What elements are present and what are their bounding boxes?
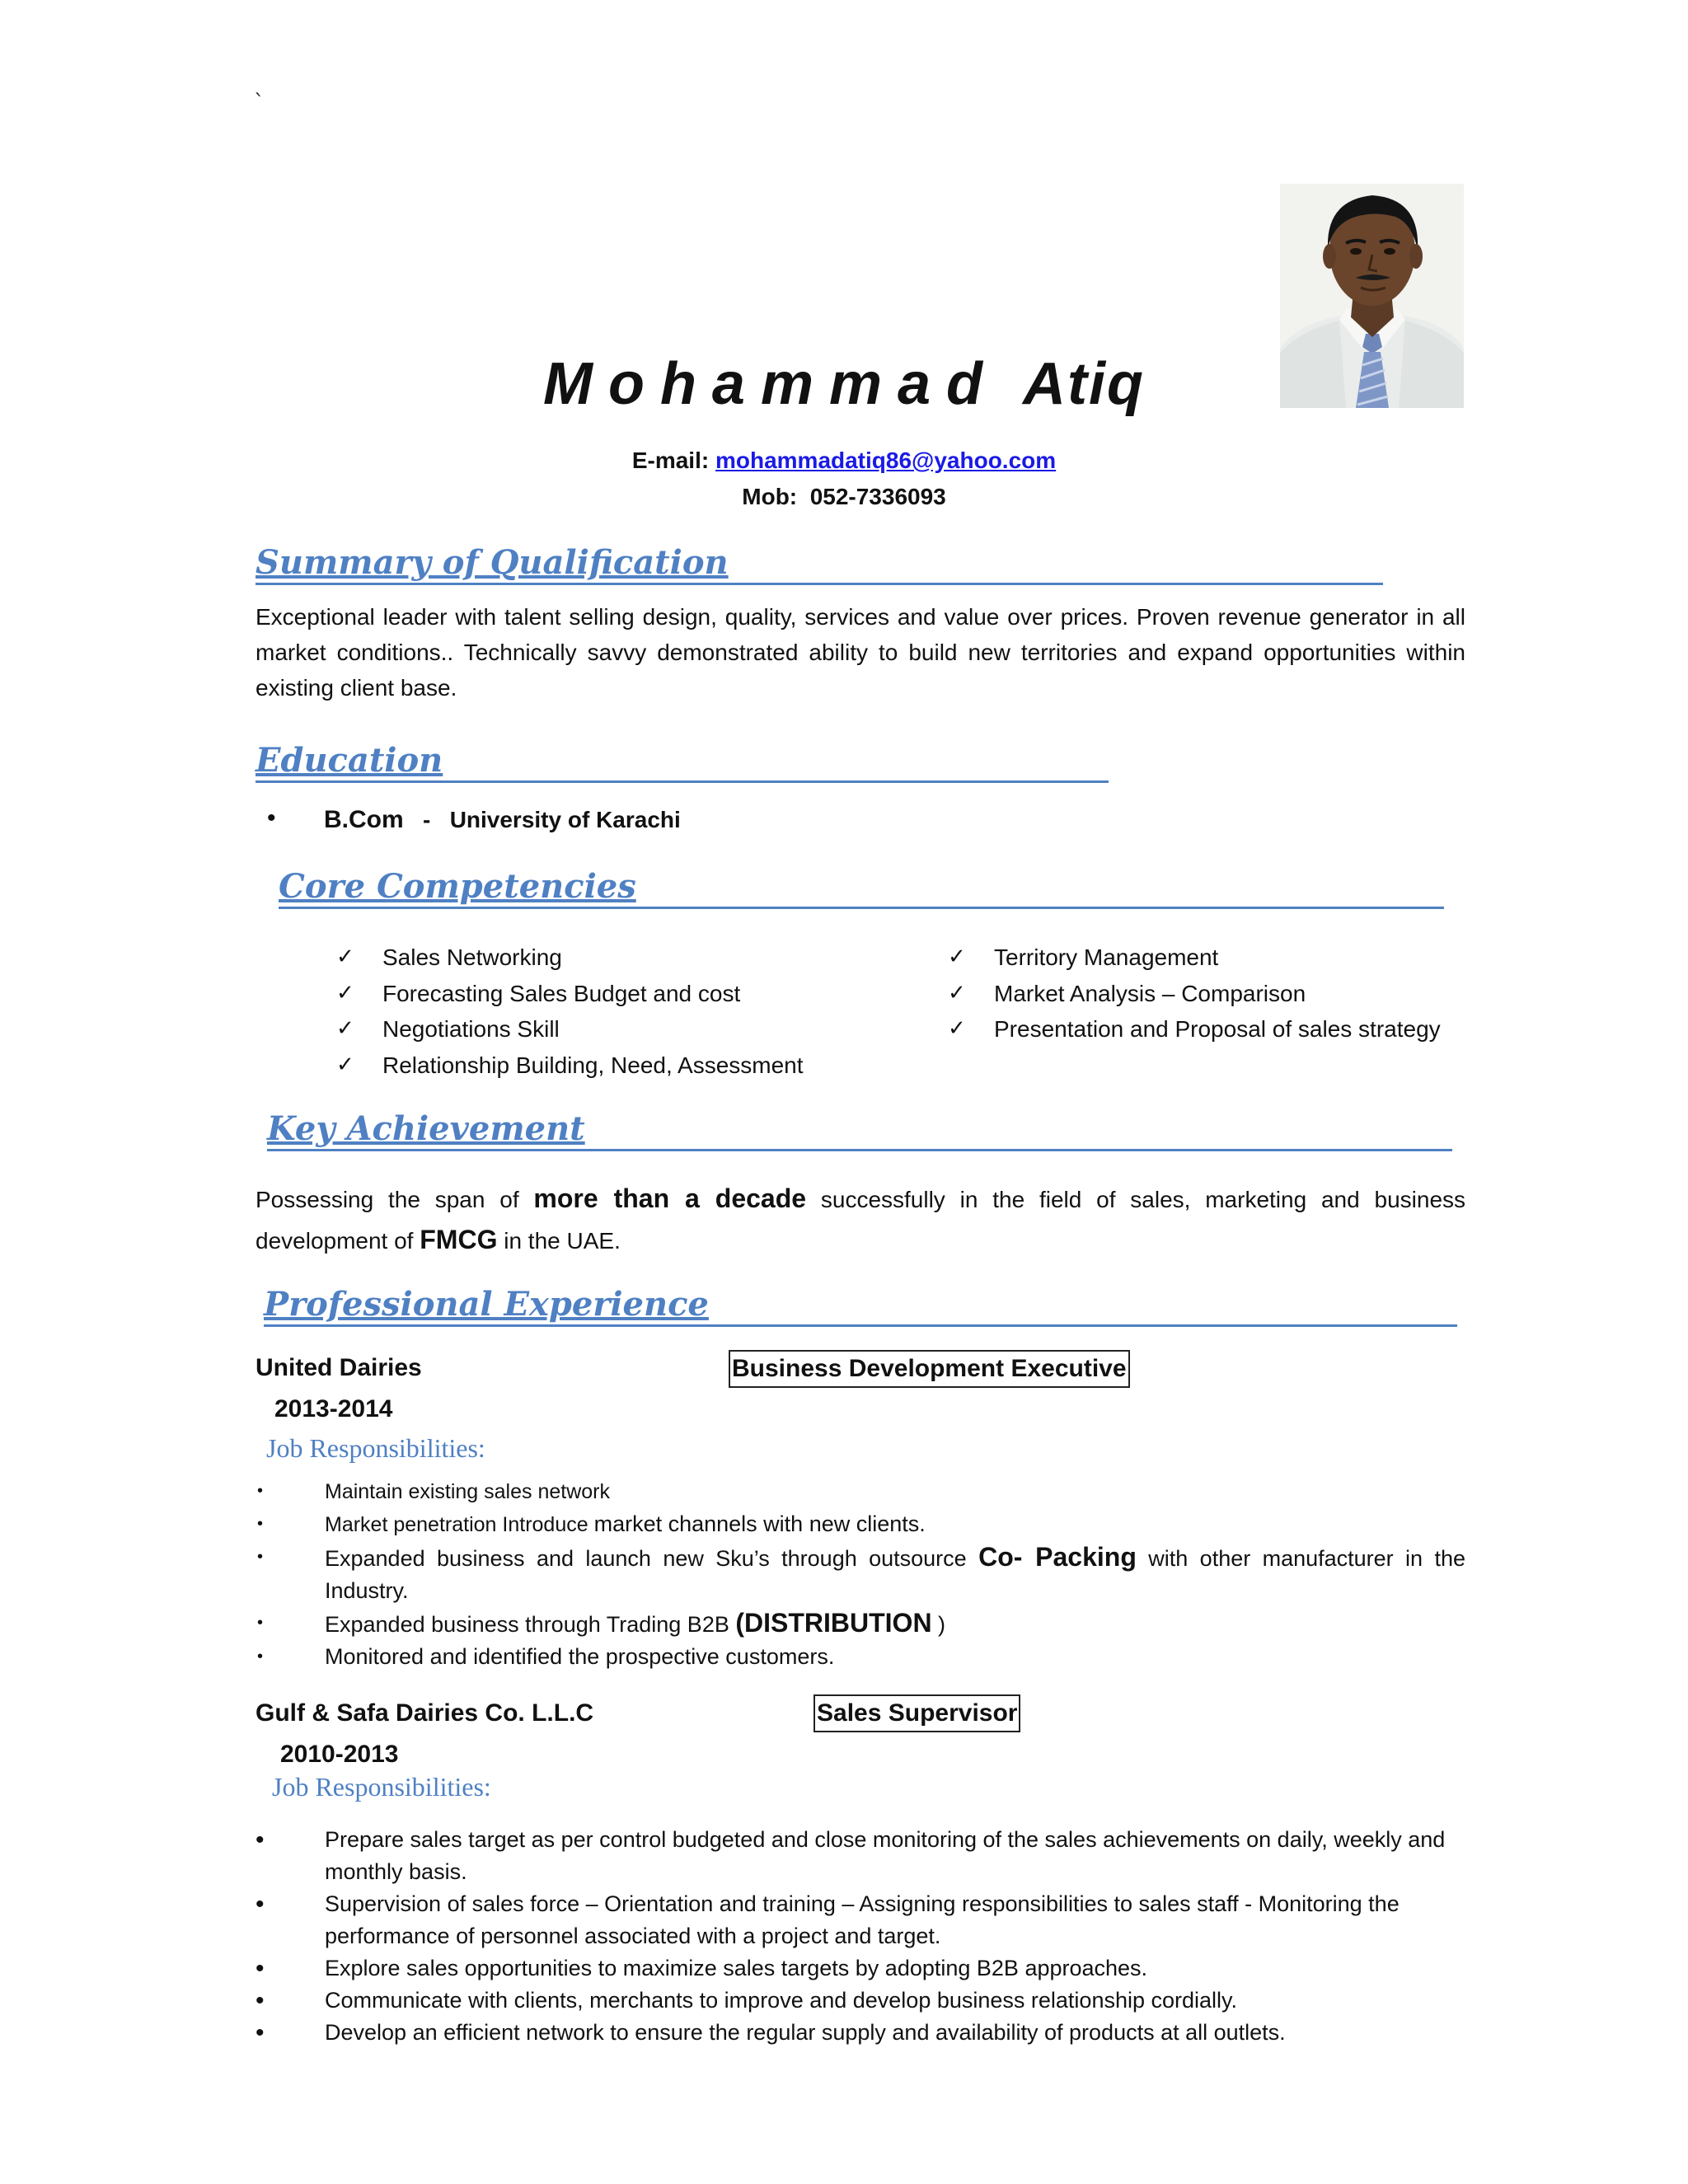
- competencies-left-list: [336, 940, 804, 1083]
- checkmark-icon: ✓: [336, 1052, 354, 1077]
- list-item: • Market penetration Introduce market channels with new clients.: [257, 1511, 926, 1536]
- job2-years: 2010-2013: [280, 1741, 399, 1768]
- competencies-heading: Core Competencies: [279, 868, 1444, 909]
- experience-heading: Professional Experience: [264, 1286, 1457, 1327]
- job1-responsibilities: [257, 1475, 1465, 1673]
- job1-role: Business Development Executive: [729, 1350, 1130, 1388]
- email-label: E-mail:: [631, 448, 710, 473]
- institution: University of Karachi: [449, 807, 681, 832]
- competencies-right-list: [948, 940, 1441, 1047]
- summary-text: Exceptional leader with talent selling design, quality, services and value over prices. Proven revenue generator in all market conditions.. Technically savvy demonstrated ability to build new territories and expand opportunities within existing client base.: [256, 604, 1465, 701]
- job1-years: 2013-2014: [274, 1395, 393, 1422]
- job2-responsibilities-label: Job Responsibilities:: [272, 1772, 491, 1802]
- competency-item: ✓ Forecasting Sales Budget and cost: [336, 976, 804, 1012]
- checkmark-icon: ✓: [948, 1016, 966, 1041]
- job1-responsibilities-label: Job Responsibilities:: [266, 1433, 485, 1463]
- summary-heading: Summary of Qualification: [256, 544, 1383, 585]
- email-line: [0, 448, 1688, 474]
- mobile-number: 052-7336093: [809, 484, 946, 509]
- achievement-text: Possessing the span of more than a decade successfully in the field of sales, marketing and business development of FMCG in the UAE.: [256, 1183, 1466, 1254]
- mobile-line: [0, 484, 1688, 510]
- job2-role: Sales Supervisor: [814, 1694, 1020, 1732]
- achievement-heading: Key Achievement: [267, 1110, 1452, 1151]
- checkmark-icon: ✓: [336, 944, 354, 969]
- last-name: Atiq: [1023, 351, 1145, 417]
- list-item: • Communicate with clients, merchants to improve and develop business relationship cordially.: [256, 1987, 1238, 2014]
- competency-item: ✓ Market Analysis – Comparison: [948, 976, 1441, 1012]
- education-bullet: •: [267, 804, 276, 832]
- list-item: • Develop an efficient network to ensure the regular supply and availability of products at all outlets.: [256, 2019, 1286, 2046]
- stray-mark: `: [254, 91, 265, 115]
- competency-item: ✓ Sales Networking: [336, 940, 804, 976]
- email-link[interactable]: mohammadatiq86@yahoo.com: [715, 448, 1057, 473]
- list-item: • Explore sales opportunities to maximize sales targets by adopting B2B approaches.: [256, 1955, 1148, 1982]
- list-item: • Monitored and identified the prospective customers.: [257, 1644, 835, 1669]
- competency-item: ✓ Territory Management: [948, 940, 1441, 976]
- education-heading: Education: [256, 742, 1109, 783]
- list-item: • Expanded business and launch new Sku’s through outsource Co- Packing with other manufacturer in the Industry.: [257, 1542, 1465, 1603]
- job2-responsibilities: [256, 1824, 1465, 2049]
- education-entry: [324, 806, 681, 834]
- checkmark-icon: ✓: [336, 1016, 354, 1041]
- job2-company: Gulf & Safa Dairies Co. L.L.C: [256, 1699, 594, 1727]
- first-name: Mohammad: [542, 351, 999, 417]
- competency-item: ✓ Negotiations Skill: [336, 1011, 804, 1047]
- checkmark-icon: ✓: [948, 944, 966, 969]
- achievement-fmcg: FMCG: [420, 1225, 498, 1254]
- checkmark-icon: ✓: [336, 980, 354, 1005]
- competency-item: ✓ Presentation and Proposal of sales strategy: [948, 1011, 1441, 1047]
- list-item: • Supervision of sales force – Orientation and training – Assigning responsibilities to sales staff - Monitoring the performance of personnel associated with a project and target.: [256, 1891, 1400, 1948]
- achievement-highlight: more than a decade: [533, 1183, 807, 1213]
- job1-company: United Dairies: [256, 1354, 422, 1381]
- list-item: • Maintain existing sales network: [257, 1480, 610, 1503]
- mobile-label: Mob:: [742, 484, 798, 509]
- competency-item: ✓ Relationship Building, Need, Assessment: [336, 1047, 804, 1084]
- checkmark-icon: ✓: [948, 980, 966, 1005]
- education-separator: -: [423, 807, 431, 832]
- list-item: • Expanded business through Trading B2B (DISTRIBUTION ): [257, 1608, 946, 1638]
- candidate-name: [0, 350, 1688, 418]
- degree: B.Com: [324, 806, 404, 833]
- list-item: • Prepare sales target as per control budgeted and close monitoring of the sales achievements on daily, weekly and monthly basis.: [256, 1826, 1446, 1884]
